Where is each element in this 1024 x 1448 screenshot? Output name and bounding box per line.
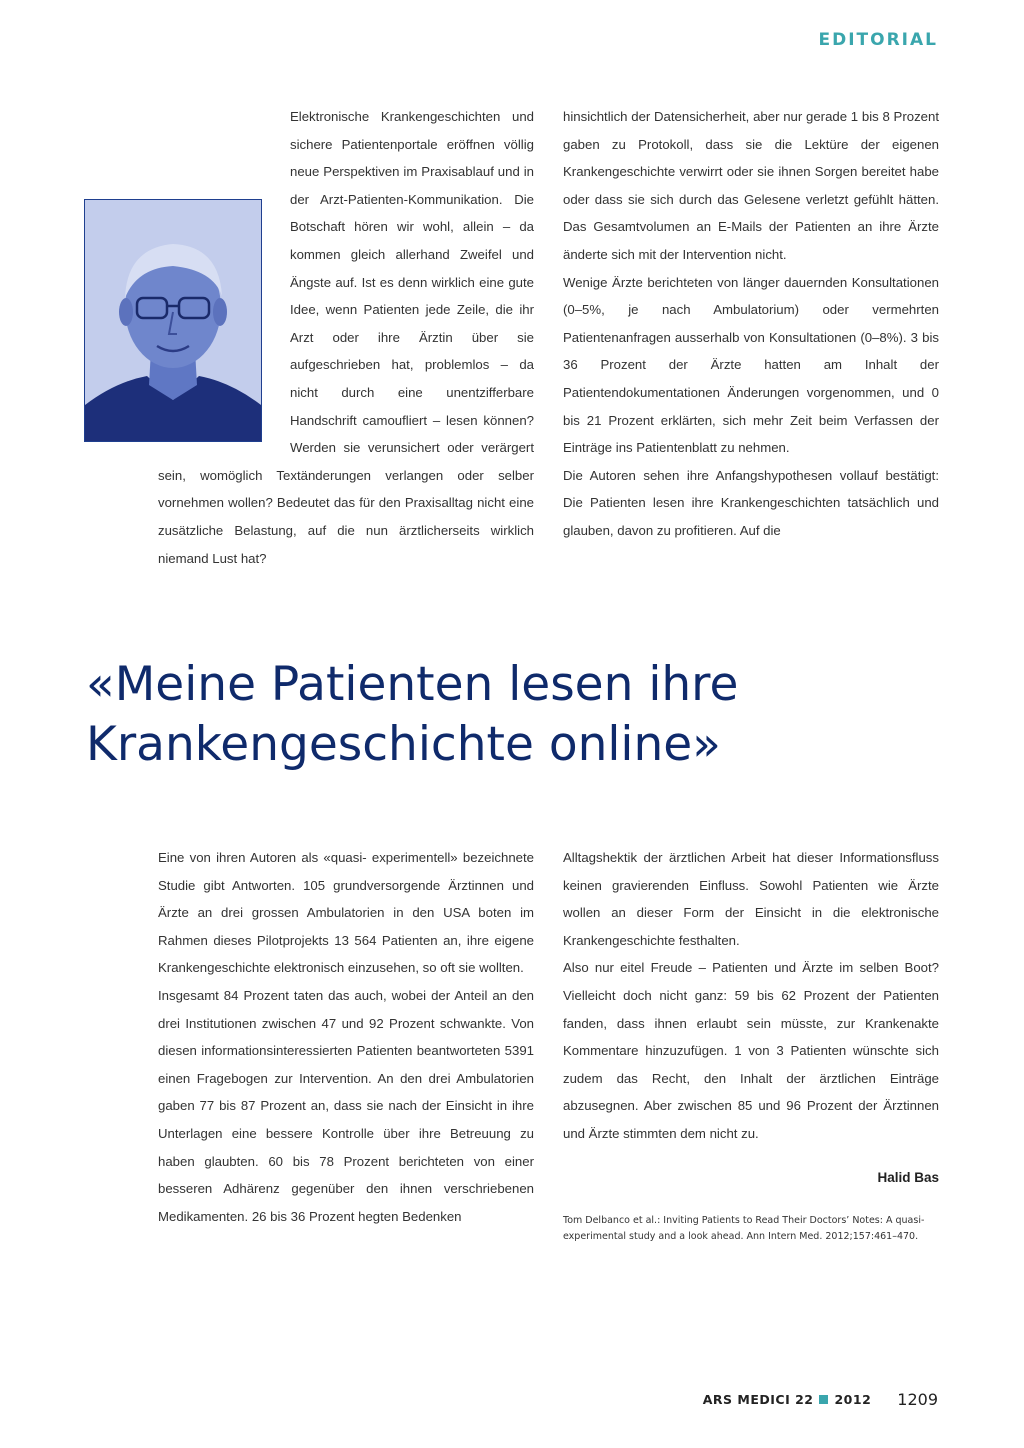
intro-right-paragraph-1: hinsichtlich der Datensicherheit, aber nur gerade 1 bis 8 Prozent gaben zu Protokoll, dass sie die Lektüre der eigenen Krankengeschichte verwirrt oder sie ihnen Sorgen bereitet habe oder dass sie sich durch das Gelesene verletzt gefühlt hätten. Das Gesamtvolumen an E-Mails der Patienten an ihre Ärzte änderte sich mit der Intervention nicht.	[563, 109, 939, 262]
page-footer	[703, 1390, 938, 1409]
reference-citation: Tom Delbanco et al.: Inviting Patients to Read Their Doctors’ Notes: A quasi-experimental study and a look ahead. Ann Intern Med. 2012;157:461–470.	[563, 1215, 925, 1243]
author-portrait	[84, 199, 262, 442]
intro-paragraph: Elektronische Krankengeschichten und sichere Patientenportale eröffnen völlig neue Perspektiven im Praxisablauf und in der Arzt-Patienten-Kommunikation. Die Botschaft hören wir wohl, allein – da kommen gleich allerhand Zweifel und Ängste auf. Ist es denn wirklich eine gute Idee, wenn Patienten jede Zeile, die ihr Arzt oder ihre Ärztin über sie aufgeschrieben hat, problemlos – da nicht durch eine unentzifferbare Handschrift camoufliert – lesen können? Werden sie verunsichert oder verärgert sein, womöglich Textänderungen verlangen oder selber vornehmen wollen? Bedeutet das für den Praxisalltag nicht eine zusätzliche Belastung, auf die nun ärztlicherseits wirklich niemand Lust hat?	[158, 109, 534, 566]
journal-name: ARS MEDICI 22	[702, 1392, 814, 1407]
portrait-illustration	[85, 200, 261, 441]
body-left-paragraph-2: Insgesamt 84 Prozent taten das auch, wobei der Anteil an den drei Institutionen zwischen 47 und 92 Prozent schwankte. Von diesen informationsinteressierten Patienten beantworteten 5391 einen Fragebogen zur Intervention. An den drei Ambulatorien gaben 77 bis 87 Prozent an, dass sie nach der Einsicht in ihre Unterlagen eine bessere Kontrolle über ihre Betreuung zu haben glaubten. 60 bis 78 Prozent berichteten von einer besseren Adhärenz gegenüber den ihnen verschriebenen Medikamenten. 26 bis 36 Prozent hegten Bedenken	[158, 987, 534, 1224]
body-right-paragraph-1: Alltagshektik der ärztlichen Arbeit hat dieser Informationsfluss keinen gravierenden Einfluss. Sowohl Patienten wie Ärzte wollen an dieser Form der Einsicht in die elektronische Krankengeschichte festhalten.	[563, 850, 939, 948]
separator-square-icon	[819, 1395, 828, 1404]
intro-column-left	[158, 103, 534, 572]
intro-right-paragraph-3: Die Autoren sehen ihre Anfangshypothesen vollauf bestätigt: Die Patienten lesen ihre Krankengeschichten tatsächlich und glauben, davon zu profitieren. Auf die	[563, 467, 939, 538]
body-left-paragraph-1: Eine von ihren Autoren als «quasi- experimentell» bezeichnete Studie gibt Antworten. 105 grundversorgende Ärztinnen und Ärzte an drei grossen Ambulatorien in den USA boten im Rahmen dieses Pilotprojekts 13 564 Patienten an, ihre eigene Krankengeschichte elektronisch einzusehen, so oft sie wollten.	[158, 850, 534, 976]
page-number: 1209	[897, 1390, 938, 1409]
issue-year: 2012	[834, 1392, 872, 1407]
intro-right-paragraph-2: Wenige Ärzte berichteten von länger dauernden Konsultationen (0–5%, je nach Ambulatorium) oder vermehrten Patientenanfragen ausserhalb von Konsultationen (0–8%). 3 bis 36 Prozent der Ärzte hatten am Inhalt der Patientendokumentationen Änderungen vorgenommen, und 0 bis 21 Prozent erklärten, sich mehr Zeit beim Verfassen der Einträge ins Patientenblatt zu nehmen.	[563, 274, 939, 456]
body-column-right	[563, 844, 939, 1245]
article-headline: «Meine Patienten lesen ihre Krankengeschichte online»	[86, 657, 739, 772]
body-column-left	[158, 844, 534, 1230]
body-right-paragraph-2: Also nur eitel Freude – Patienten und Ärzte im selben Boot? Vielleicht doch nicht ganz: 59 bis 62 Prozent der Patienten fanden, dass ihnen erlaubt sein müsste, zur Krankenakte Kommentare hinzuzufügen. 1 von 3 Patienten wünschte sich zudem das Recht, den Inhalt der ärztlichen Einträge abzusegnen. Aber zwischen 85 und 96 Prozent der Ärztinnen und Ärzte stimmten dem nicht zu.	[563, 960, 939, 1141]
intro-column-right	[563, 103, 939, 545]
author-signature: Halid Bas	[877, 1169, 939, 1185]
section-label: EDITORIAL	[818, 30, 938, 50]
